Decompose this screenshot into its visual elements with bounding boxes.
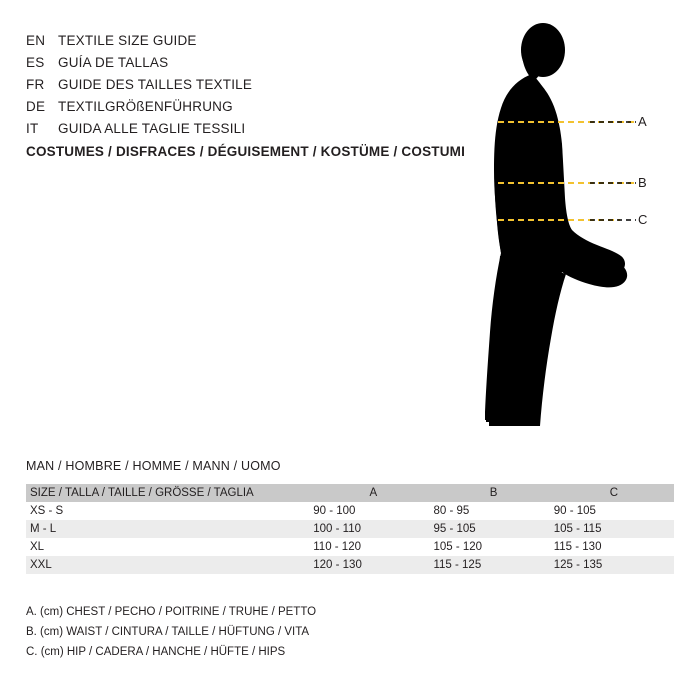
size-table xyxy=(26,484,674,574)
language-row xyxy=(26,99,456,121)
table-header-row xyxy=(26,484,674,502)
language-code: FR xyxy=(26,77,45,92)
cell-a: 120 - 130 xyxy=(313,559,362,571)
cell-b: 105 - 120 xyxy=(433,541,483,553)
language-text: GUIDE DES TAILLES TEXTILE xyxy=(58,77,253,92)
header-size: SIZE / TALLA / TAILLE / GRÖSSE / TAGLIA xyxy=(30,487,254,499)
language-text: GUIDA ALLE TAGLIE TESSILI xyxy=(58,121,246,136)
table-row xyxy=(26,520,674,538)
cell-size: XL xyxy=(30,541,45,553)
language-list xyxy=(26,33,456,143)
measure-label-b: B xyxy=(638,175,647,190)
language-code: DE xyxy=(26,99,46,114)
legend-line-c: C. (cm) HIP / CADERA / HANCHE / HÜFTE / HIPS xyxy=(26,646,286,658)
table-header xyxy=(26,484,674,502)
costumes-subtitle: COSTUMES / DISFRACES / DÉGUISEMENT / KOSTÜME / COSTUMI xyxy=(26,144,466,159)
table-title: MAN / HOMBRE / HOMME / MANN / UOMO xyxy=(26,459,281,473)
table-body xyxy=(26,502,674,574)
table-row xyxy=(26,556,674,574)
cell-c: 105 - 115 xyxy=(553,523,602,535)
cell-size: XXL xyxy=(30,559,52,571)
language-row xyxy=(26,55,456,77)
language-row xyxy=(26,77,456,99)
cell-size: M - L xyxy=(30,523,57,535)
cell-b: 80 - 95 xyxy=(433,505,470,517)
cell-a: 100 - 110 xyxy=(313,523,361,535)
man-silhouette-icon xyxy=(470,20,690,440)
language-text: TEXTILE SIZE GUIDE xyxy=(58,33,197,48)
language-code: ES xyxy=(26,55,45,70)
legend-line-a: A. (cm) CHEST / PECHO / POITRINE / TRUHE / PETTO xyxy=(26,606,317,618)
language-text: TEXTILGRÖßENFÜHRUNG xyxy=(58,99,233,114)
language-code: EN xyxy=(26,33,46,48)
language-text: GUÍA DE TALLAS xyxy=(58,55,169,70)
cell-a: 90 - 100 xyxy=(313,505,356,517)
cell-a: 110 - 120 xyxy=(313,541,361,553)
cell-c: 115 - 130 xyxy=(553,541,602,553)
cell-c: 90 - 105 xyxy=(553,505,596,517)
cell-size: XS - S xyxy=(30,505,64,517)
cell-b: 115 - 125 xyxy=(433,559,482,571)
language-row xyxy=(26,33,456,55)
cell-b: 95 - 105 xyxy=(433,523,476,535)
language-code: IT xyxy=(26,121,39,136)
figure-illustration xyxy=(470,20,690,440)
language-row xyxy=(26,121,456,143)
header-b: B xyxy=(489,487,498,499)
cell-c: 125 - 135 xyxy=(553,559,603,571)
measure-label-a: A xyxy=(638,114,647,129)
legend-line-b: B. (cm) WAIST / CINTURA / TAILLE / HÜFTUNG / VITA xyxy=(26,626,310,638)
legend xyxy=(26,602,316,662)
header-c: C xyxy=(609,487,619,499)
table-row xyxy=(26,502,674,520)
header-a: A xyxy=(369,487,378,499)
table-row xyxy=(26,538,674,556)
measure-label-c: C xyxy=(638,212,648,227)
